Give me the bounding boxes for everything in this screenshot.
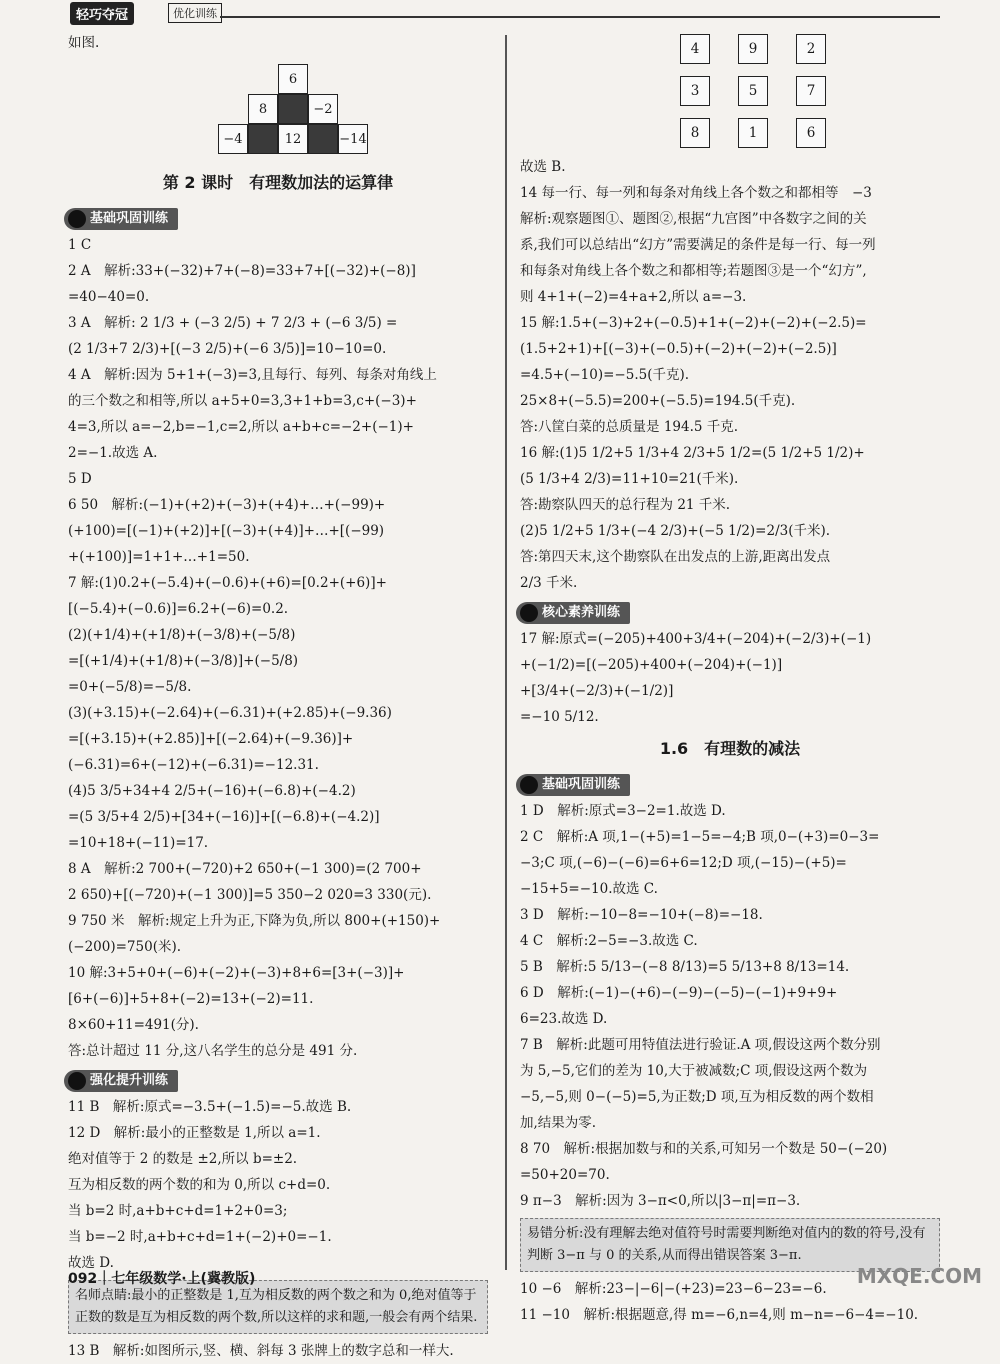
pyramid-mid-left: 8 [248, 94, 278, 124]
right-column [520, 30, 940, 1328]
answer-list [520, 626, 940, 730]
answer-line: 14 每一行、每一列和每条对角线上各个数之和都相等 −3 [520, 185, 872, 201]
answer-line: 11 B 解析:原式=−3.5+(−1.5)=−5.故选 B. [68, 1099, 352, 1115]
answer-line: 互为相反数的两个数的和为 0,所以 c+d=0. [68, 1177, 331, 1193]
answer-line: (2)5 1/2+5 1/3+(−4 2/3)+(−5 1/2)=2/3(千米). [520, 523, 831, 539]
pyramid-bot-dark-right [308, 124, 338, 154]
answer-line: (−6.31)=6+(−12)+(−6.31)=−12.31. [68, 757, 319, 773]
answer-line: =[(+1/4)+(+1/8)+(−3/8)]+(−5/8) [68, 653, 299, 669]
answer-line: +(−1/2)=[(−205)+400+(−204)+(−1)] [520, 657, 783, 673]
answer-line: 8×60+11=491(分). [68, 1017, 199, 1033]
answer-line: =[(+3.15)+(+2.85)]+[(−2.64)+(−9.36)]+ [68, 731, 354, 747]
answer-line: 2=−1.故选 A. [68, 445, 158, 461]
answer-line: 2 650)+[(−720)+(−1 300)]=5 350−2 020=3 330(元). [68, 887, 432, 903]
answer-line: 15 解:1.5+(−3)+2+(−0.5)+1+(−2)+(−2)+(−2.5)= [520, 315, 867, 331]
answer-line: 4 A 解析:因为 5+1+(−3)=3,且每行、每列、每条对角线上 [68, 367, 437, 383]
answer-line: 加,结果为零. [520, 1115, 597, 1131]
tip-box: 易错分析:没有理解去绝对值符号时需要判断绝对值内的数的符号,没有判断 3−π 与 0 的关系,从而得出错误答案 3−π. [520, 1218, 940, 1272]
answer-line: =0+(−5/8)=−5/8. [68, 679, 192, 695]
tip-box: 名师点睛:最小的正整数是 1,互为相反数的两个数之和为 0,绝对值等于正数的数是互为相反数的两个数,所以这样的求和题,一般会有两个结果. [68, 1280, 488, 1334]
badge-label: 强化提升训练 [90, 1073, 169, 1088]
page-footer: 092｜七年级数学·上(冀教版) [68, 1271, 256, 1287]
pyramid-top: 6 [278, 64, 308, 94]
badge-label: 核心素养训练 [542, 605, 621, 620]
answer-line: 解析:观察题图①、题图②,根据“九宫图”中各数字之间的关 [520, 211, 867, 227]
magic-square-cell: 2 [796, 34, 826, 64]
header-rule [220, 16, 940, 18]
answer-line: 则 4+1+(−2)=4+a+2,所以 a=−3. [520, 289, 747, 305]
crown-icon [520, 776, 538, 794]
answer-line: (+100)=[(−1)+(+2)]+[(−3)+(+4)]+…+[(−99) [68, 523, 385, 539]
magic-square-cell: 7 [796, 76, 826, 106]
section-badge [516, 602, 630, 624]
pyramid-mid-center [278, 94, 308, 124]
answer-line: 当 b=2 时,a+b+c+d=1+2+0=3; [68, 1203, 288, 1219]
pyramid-bot-center: 12 [278, 124, 308, 154]
magic-square-cell: 8 [680, 118, 710, 148]
answer-line: 11 −10 解析:根据题意,得 m=−6,n=4,则 m−n=−6−4=−10. [520, 1307, 919, 1323]
answer-line: 4=3,所以 a=−2,b=−1,c=2,所以 a+b+c=−2+(−1)+ [68, 419, 414, 435]
answer-line: 9 750 米 解析:规定上升为正,下降为负,所以 800+(+150)+ [68, 913, 441, 929]
section-badge [64, 1070, 178, 1092]
magic-square-cell: 1 [738, 118, 768, 148]
answer-line: 2 A 解析:33+(−32)+7+(−8)=33+7+[(−32)+(−8)] [68, 263, 416, 279]
answer-line: 答:总计超过 11 分,这八名学生的总分是 491 分. [68, 1043, 358, 1059]
magic-square-cell: 6 [796, 118, 826, 148]
answer-line: 2 C 解析:A 项,1−(+5)=1−5=−4;B 项,0−(+3)=0−3= [520, 829, 880, 845]
section-title: 1.6 有理数的减法 [659, 739, 801, 758]
answer-list [68, 1094, 488, 1276]
pyramid-bot-right: −14 [338, 124, 368, 154]
answer-line: (5 1/3+4 2/3)=11+10=21(千米). [520, 471, 739, 487]
answer-line: 答:第四天末,这个勘察队在出发点的上游,距离出发点 [520, 549, 831, 565]
magic-square-cell: 4 [680, 34, 710, 64]
magic-square-cell: 5 [738, 76, 768, 106]
answer-line: 8 70 解析:根据加数与和的关系,可知另一个数是 50−(−20) [520, 1141, 888, 1157]
answer-line: (−200)=750(米). [68, 939, 182, 955]
section-title: 第 2 课时 有理数加法的运算律 [162, 173, 394, 192]
answer-line: +(+100)]=1+1+…+1=50. [68, 549, 250, 565]
answer-line: (3)(+3.15)+(−2.64)+(−6.31)+(+2.85)+(−9.36) [68, 705, 392, 721]
answer-line: −5,−5,则 0−(−5)=5,为正数;D 项,互为相反数的两个数相 [520, 1089, 874, 1105]
answer-line: 6 50 解析:(−1)+(+2)+(−3)+(+4)+…+(−99)+ [68, 497, 386, 513]
answer-line: 当 b=−2 时,a+b+c+d=1+(−2)+0=−1. [68, 1229, 332, 1245]
answer-line: 8 A 解析:2 700+(−720)+2 650+(−1 300)=(2 700+ [68, 861, 422, 877]
answer-line: =−10 5/12. [520, 709, 599, 725]
answer-line: 16 解:(1)5 1/2+5 1/3+4 2/3+5 1/2=(5 1/2+5 1/2)+ [520, 445, 865, 461]
answer-line: 10 −6 解析:23−|−6|−(+23)=23−6−23=−6. [520, 1281, 827, 1297]
answer-line: 9 π−3 解析:因为 3−π<0,所以|3−π|=π−3. [520, 1193, 801, 1209]
answer-line: 故选 D. [68, 1255, 114, 1271]
answer-line: =10+18+(−11)=17. [68, 835, 209, 851]
answer-line: 17 解:原式=(−205)+400+3/4+(−204)+(−2/3)+(−1) [520, 631, 872, 647]
answer-line: 的三个数之和相等,所以 a+5+0=3,3+1+b=3,c+(−3)+ [68, 393, 417, 409]
answer-line: 5 D [68, 471, 92, 487]
answer-line: (4)5 3/5+34+4 2/5+(−16)+(−6.8)+(−4.2) [68, 783, 356, 799]
answer-line: 3 D 解析:−10−8=−10+(−8)=−18. [520, 907, 763, 923]
answer-line: (1.5+2+1)+[(−3)+(−0.5)+(−2)+(−2)+(−2.5)] [520, 341, 837, 357]
brand-logo: 轻巧夺冠 [70, 2, 134, 25]
answer-list [520, 798, 940, 1214]
answer-line: 为 5,−5,它们的差为 10,大于被减数;C 项,假设这两个数为 [520, 1063, 868, 1079]
answer-line: 4 C 解析:2−5=−3.故选 C. [520, 933, 698, 949]
section-badge [64, 208, 178, 230]
answer-line: −3;C 项,(−6)−(−6)=6+6=12;D 项,(−15)−(+5)= [520, 855, 847, 871]
answer-line: 13 B 解析:如图所示,竖、横、斜每 3 张牌上的数字总和一样大. [68, 1343, 454, 1359]
answer-line: −15+5=−10.故选 C. [520, 881, 658, 897]
left-column [68, 30, 488, 1364]
watermark: MXQE.COM [856, 1264, 982, 1288]
magic-square-cell: 3 [680, 76, 710, 106]
answer-line: 2/3 千米. [520, 575, 578, 591]
answer-line: 绝对值等于 2 的数是 ±2,所以 b=±2. [68, 1151, 298, 1167]
answer-line: 5 B 解析:5 5/13−(−8 8/13)=5 5/13+8 8/13=14. [520, 959, 850, 975]
answer-line: 10 解:3+5+0+(−6)+(−2)+(−3)+8+6=[3+(−3)]+ [68, 965, 405, 981]
answer-line: 故选 B. [520, 159, 566, 175]
crown-icon [520, 604, 538, 622]
page-header [70, 2, 940, 24]
brand-subtitle: 优化训练 [168, 3, 222, 23]
answer-line: 7 B 解析:此题可用特值法进行验证.A 项,假设这两个数分别 [520, 1037, 881, 1053]
answer-line: 7 解:(1)0.2+(−5.4)+(−0.6)+(+6)=[0.2+(+6)]+ [68, 575, 387, 591]
answer-line: 3 A 解析: 2 1/3 + (−3 2/5) + 7 2/3 + (−6 3/5) = [68, 315, 398, 331]
answer-line: 25×8+(−5.5)=200+(−5.5)=194.5(千克). [520, 393, 796, 409]
answer-list [520, 154, 940, 596]
answer-line: 12 D 解析:最小的正整数是 1,所以 a=1. [68, 1125, 321, 1141]
answer-line: 和每条对角线上各个数之和都相等;若题图③是一个“幻方”, [520, 263, 867, 279]
magic-square-cell: 9 [738, 34, 768, 64]
answer-line: 6 D 解析:(−1)−(+6)−(−9)−(−5)−(−1)+9+9+ [520, 985, 838, 1001]
answer-line: 答:勘察队四天的总行程为 21 千米. [520, 497, 731, 513]
pyramid-bot-left: −4 [218, 124, 248, 154]
answer-line: (2)(+1/4)+(+1/8)+(−3/8)+(−5/8) [68, 627, 296, 643]
answer-line: 1 D 解析:原式=3−2=1.故选 D. [520, 803, 726, 819]
section-badge [516, 774, 630, 796]
answer-line: +[3/4+(−2/3)+(−1/2)] [520, 683, 674, 699]
answer-list [68, 232, 488, 1064]
answer-line: =40−40=0. [68, 289, 150, 305]
answer-line: [(−5.4)+(−0.6)]=6.2+(−6)=0.2. [68, 601, 289, 617]
crown-icon [68, 210, 86, 228]
answer-line: =50+20=70. [520, 1167, 610, 1183]
answer-line: 答:八筐白菜的总质量是 194.5 千克. [520, 419, 739, 435]
number-pyramid [218, 64, 388, 164]
magic-square [680, 34, 940, 148]
pyramid-bot-dark-left [248, 124, 278, 154]
answer-line: =4.5+(−10)=−5.5(千克). [520, 367, 690, 383]
answer-line: [6+(−6)]+5+8+(−2)=13+(−2)=11. [68, 991, 314, 1007]
crown-icon [68, 1072, 86, 1090]
badge-label: 基础巩固训练 [542, 777, 621, 792]
pyramid-mid-right: −2 [308, 94, 338, 124]
answer-line: 系,我们可以总结出“幻方”需要满足的条件是每一行、每一列 [520, 237, 876, 253]
intro-text: 如图. [68, 35, 100, 51]
column-divider [505, 35, 507, 1270]
badge-label: 基础巩固训练 [90, 211, 169, 226]
answer-line: 6=23.故选 D. [520, 1011, 608, 1027]
answer-line: (2 1/3+7 2/3)+[(−3 2/5)+(−6 3/5)]=10−10=0. [68, 341, 387, 357]
answer-line: =(5 3/5+4 2/5)+[34+(−16)]+[(−6.8)+(−4.2)] [68, 809, 380, 825]
answer-line: 1 C [68, 237, 92, 253]
